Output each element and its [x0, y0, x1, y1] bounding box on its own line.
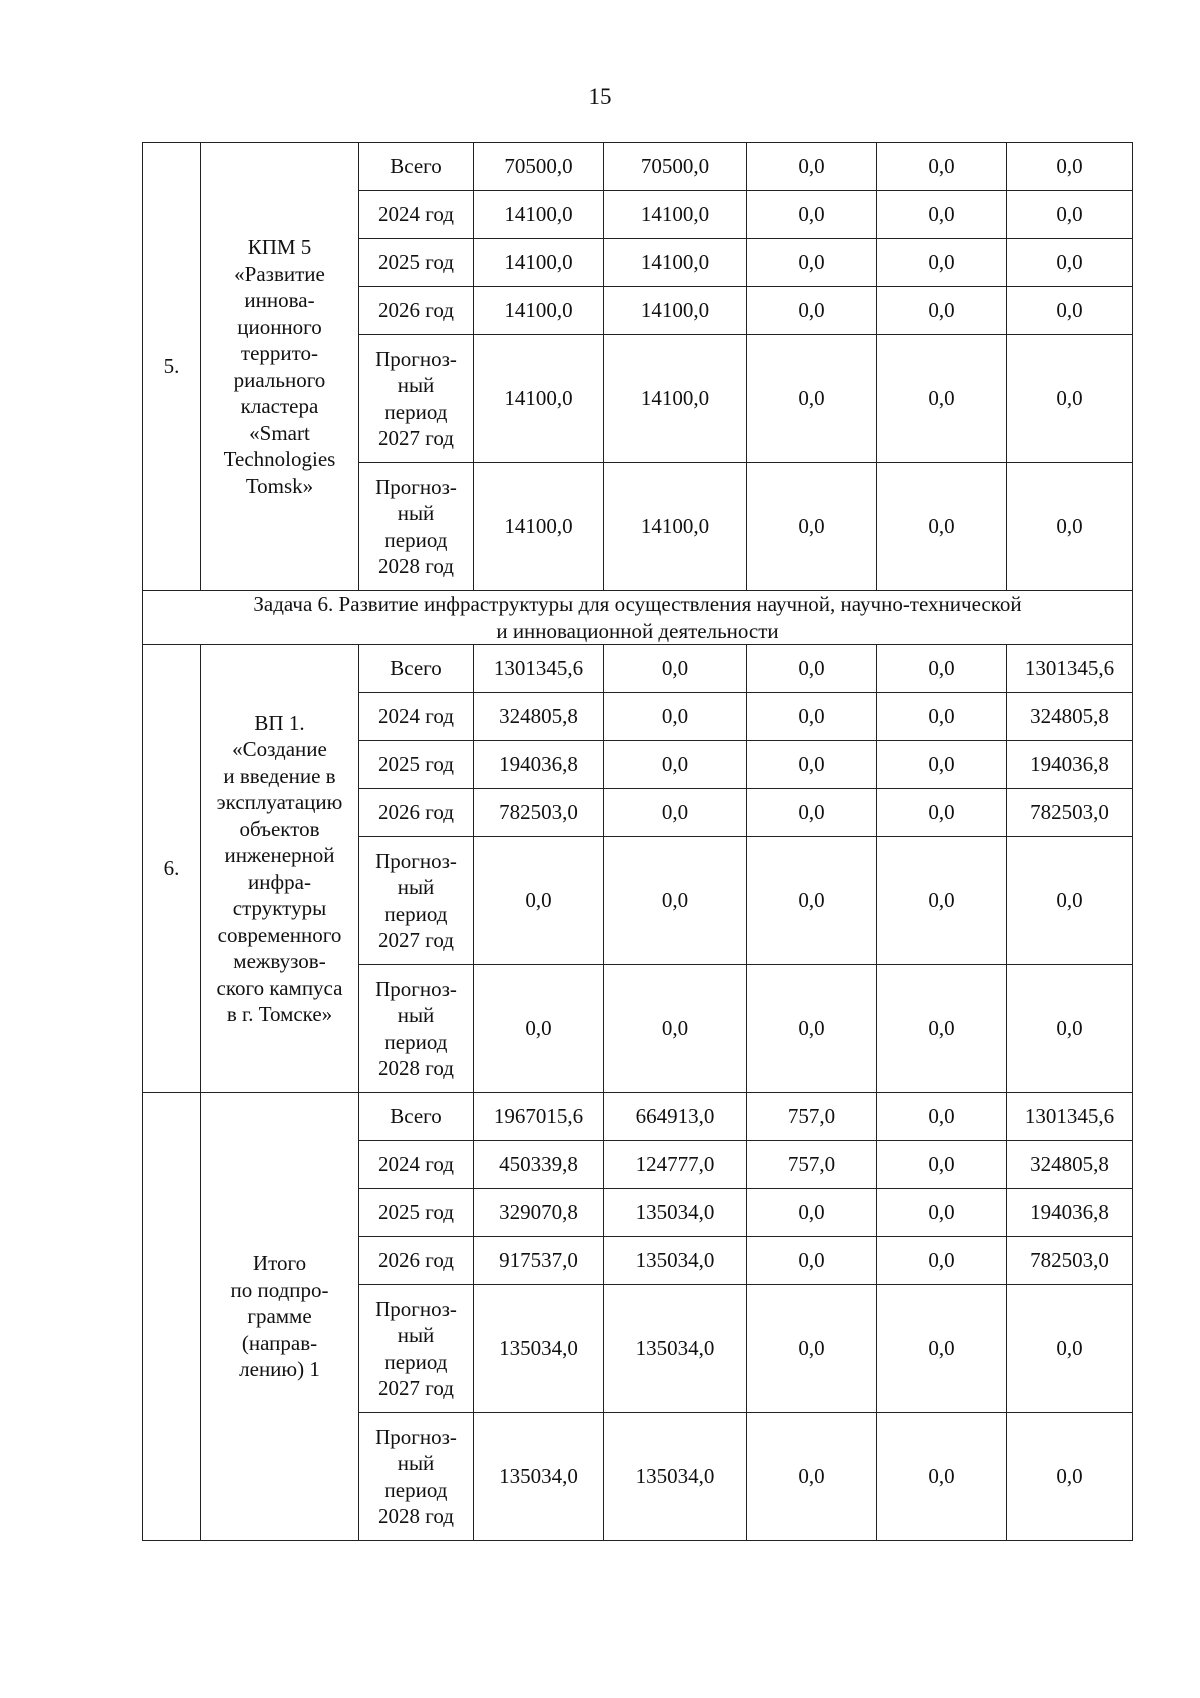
value-cell: 0,0	[877, 463, 1007, 591]
table-row	[143, 1093, 1133, 1141]
value-cell: 135034,0	[474, 1413, 604, 1541]
measure-name-line: Technologies	[223, 447, 336, 471]
value-cell: 14100,0	[474, 287, 604, 335]
period-cell	[359, 191, 474, 239]
period-line: Прогноз-	[375, 976, 457, 1001]
period-line: период	[384, 399, 448, 424]
measure-name-line: ского кампуса	[216, 975, 343, 1000]
period-cell	[359, 335, 474, 463]
budget-table	[142, 142, 1133, 1541]
period-cell	[359, 965, 474, 1093]
value-cell: 0,0	[747, 463, 877, 591]
value-cell: 0,0	[877, 1141, 1007, 1189]
value-cell: 0,0	[1007, 463, 1133, 591]
measure-name-line: риального	[233, 367, 326, 392]
value-cell: 135034,0	[604, 1237, 747, 1285]
period-cell	[359, 1285, 474, 1413]
value-cell: 917537,0	[474, 1237, 604, 1285]
period-line: 2027 год	[378, 928, 454, 952]
task-row	[143, 591, 1133, 645]
table-row	[143, 645, 1133, 693]
value-cell: 0,0	[747, 1237, 877, 1285]
value-cell: 0,0	[1007, 287, 1133, 335]
value-cell: 0,0	[877, 1413, 1007, 1541]
value-cell: 70500,0	[474, 143, 604, 191]
value-cell: 0,0	[1007, 191, 1133, 239]
measure-name-line: грамме	[247, 1304, 312, 1329]
value-cell: 14100,0	[604, 463, 747, 591]
period-line: 2028 год	[378, 1056, 454, 1080]
value-cell: 124777,0	[604, 1141, 747, 1189]
period-line: 2026 год	[378, 800, 454, 825]
period-line: Прогноз-	[375, 1424, 457, 1449]
period-cell	[359, 143, 474, 191]
period-cell	[359, 239, 474, 287]
period-cell	[359, 463, 474, 591]
value-cell: 14100,0	[604, 191, 747, 239]
measure-name-line: объектов	[239, 816, 320, 841]
measure-name-line: Tomsk»	[245, 473, 314, 498]
value-cell: 0,0	[474, 965, 604, 1093]
value-cell: 0,0	[747, 965, 877, 1093]
table-row	[143, 143, 1133, 191]
value-cell: 14100,0	[474, 463, 604, 591]
measure-name-line: кластера	[240, 394, 319, 418]
measure-name-line: Итого	[252, 1251, 307, 1276]
value-cell: 664913,0	[604, 1093, 747, 1141]
value-cell: 135034,0	[604, 1413, 747, 1541]
period-cell	[359, 789, 474, 837]
period-line: период	[384, 1029, 448, 1054]
value-cell: 0,0	[877, 1285, 1007, 1413]
value-cell: 0,0	[877, 837, 1007, 965]
period-line: Прогноз-	[375, 346, 457, 371]
value-cell: 0,0	[747, 837, 877, 965]
value-cell: 0,0	[877, 789, 1007, 837]
period-line: ный	[397, 1451, 435, 1475]
period-line: Всего	[390, 154, 442, 179]
period-cell	[359, 1141, 474, 1189]
period-line: ный	[397, 1003, 435, 1027]
measure-name-line: структуры	[232, 896, 327, 920]
period-line: ный	[397, 373, 435, 397]
measure-name-line: лению) 1	[239, 1357, 320, 1382]
task-heading	[143, 591, 1133, 645]
value-cell: 0,0	[747, 287, 877, 335]
value-cell: 0,0	[604, 645, 747, 693]
period-cell	[359, 1237, 474, 1285]
period-line: 2028 год	[378, 554, 454, 578]
value-cell: 0,0	[877, 1093, 1007, 1141]
value-cell: 1301345,6	[1007, 1093, 1133, 1141]
value-cell: 0,0	[604, 837, 747, 965]
period-cell	[359, 1189, 474, 1237]
value-cell: 0,0	[877, 143, 1007, 191]
value-cell: 450339,8	[474, 1141, 604, 1189]
value-cell: 324805,8	[1007, 1141, 1133, 1189]
value-cell: 329070,8	[474, 1189, 604, 1237]
period-line: 2026 год	[378, 1248, 454, 1273]
period-line: период	[384, 527, 448, 552]
period-cell	[359, 645, 474, 693]
value-cell: 0,0	[1007, 965, 1133, 1093]
value-cell: 1967015,6	[474, 1093, 604, 1141]
period-cell	[359, 837, 474, 965]
period-line: Всего	[390, 656, 442, 681]
period-line: ный	[397, 1323, 435, 1347]
value-cell: 135034,0	[474, 1285, 604, 1413]
measure-name-line: современного	[217, 922, 342, 947]
value-cell: 194036,8	[474, 741, 604, 789]
value-cell: 0,0	[877, 965, 1007, 1093]
period-line: 2025 год	[378, 1200, 454, 1225]
value-cell: 0,0	[877, 239, 1007, 287]
period-line: 2025 год	[378, 752, 454, 777]
period-cell	[359, 287, 474, 335]
value-cell: 0,0	[747, 1189, 877, 1237]
value-cell: 1301345,6	[1007, 645, 1133, 693]
value-cell: 0,0	[877, 191, 1007, 239]
value-cell: 14100,0	[474, 191, 604, 239]
value-cell: 0,0	[877, 645, 1007, 693]
period-line: 2026 год	[378, 298, 454, 323]
period-line: ный	[397, 501, 435, 525]
row-index	[143, 1093, 201, 1541]
period-line: Всего	[390, 1104, 442, 1129]
value-cell: 782503,0	[1007, 789, 1133, 837]
period-line: Прогноз-	[375, 848, 457, 873]
measure-name-line: иннова-	[244, 288, 315, 312]
period-cell	[359, 1093, 474, 1141]
period-line: 2027 год	[378, 1376, 454, 1400]
period-line: 2024 год	[378, 704, 454, 729]
period-line: 2027 год	[378, 426, 454, 450]
value-cell: 14100,0	[604, 287, 747, 335]
value-cell: 324805,8	[1007, 693, 1133, 741]
value-cell: 0,0	[604, 965, 747, 1093]
value-cell: 757,0	[747, 1093, 877, 1141]
value-cell: 0,0	[877, 1237, 1007, 1285]
value-cell: 0,0	[1007, 837, 1133, 965]
period-line: 2028 год	[378, 1504, 454, 1528]
period-line: ный	[397, 875, 435, 899]
value-cell: 70500,0	[604, 143, 747, 191]
measure-name-line: (направ-	[241, 1330, 318, 1355]
value-cell: 0,0	[877, 741, 1007, 789]
value-cell: 0,0	[877, 335, 1007, 463]
measure-name-line: эксплуатацию	[216, 790, 343, 814]
measure-name-line: «Развитие	[234, 261, 325, 286]
value-cell: 0,0	[877, 1189, 1007, 1237]
value-cell: 0,0	[747, 789, 877, 837]
value-cell: 0,0	[877, 287, 1007, 335]
value-cell: 0,0	[1007, 143, 1133, 191]
value-cell: 14100,0	[474, 239, 604, 287]
value-cell: 14100,0	[604, 239, 747, 287]
measure-name	[201, 645, 359, 1093]
value-cell: 0,0	[747, 191, 877, 239]
period-line: 2024 год	[378, 202, 454, 227]
value-cell: 14100,0	[474, 335, 604, 463]
period-line: Прогноз-	[375, 1296, 457, 1321]
measure-name-line: межвузов-	[233, 949, 326, 973]
measure-name-line: террито-	[240, 341, 319, 365]
value-cell: 0,0	[747, 645, 877, 693]
budget-table-body	[143, 143, 1133, 1541]
value-cell: 0,0	[747, 335, 877, 463]
measure-name-line: «Создание	[232, 737, 327, 761]
value-cell: 0,0	[747, 239, 877, 287]
value-cell: 0,0	[604, 693, 747, 741]
measure-name-line: инфра-	[248, 869, 311, 894]
period-cell	[359, 741, 474, 789]
value-cell: 757,0	[747, 1141, 877, 1189]
task-heading-line: Задача 6. Развитие инфраструктуры для осуществления научной, научно-технической	[253, 592, 1022, 616]
value-cell: 0,0	[604, 789, 747, 837]
value-cell: 135034,0	[604, 1285, 747, 1413]
page-number: 15	[588, 84, 612, 109]
value-cell: 782503,0	[1007, 1237, 1133, 1285]
task-heading-line: и инновационной деятельности	[496, 618, 779, 643]
value-cell: 0,0	[604, 741, 747, 789]
period-line: период	[384, 901, 448, 926]
period-cell	[359, 1413, 474, 1541]
period-line: 2025 год	[378, 250, 454, 275]
value-cell: 0,0	[747, 693, 877, 741]
measure-name	[201, 143, 359, 591]
value-cell: 0,0	[1007, 239, 1133, 287]
value-cell: 324805,8	[474, 693, 604, 741]
value-cell: 0,0	[1007, 1413, 1133, 1541]
measure-name-line: по подпро-	[230, 1277, 329, 1302]
measure-name	[201, 1093, 359, 1541]
measure-name-line: ционного	[237, 314, 322, 339]
period-line: Прогноз-	[375, 474, 457, 499]
value-cell: 0,0	[747, 741, 877, 789]
period-line: период	[384, 1349, 448, 1374]
value-cell: 0,0	[747, 1285, 877, 1413]
measure-name-line: инженерной	[224, 843, 335, 867]
value-cell: 0,0	[474, 837, 604, 965]
measure-name-line: КПМ 5	[247, 235, 312, 259]
value-cell: 135034,0	[604, 1189, 747, 1237]
row-index: 5.	[143, 143, 201, 591]
period-line: 2024 год	[378, 1152, 454, 1177]
measure-name-line: в г. Томске»	[226, 1002, 333, 1026]
value-cell: 194036,8	[1007, 1189, 1133, 1237]
value-cell: 0,0	[747, 143, 877, 191]
value-cell: 194036,8	[1007, 741, 1133, 789]
value-cell: 14100,0	[604, 335, 747, 463]
period-cell	[359, 693, 474, 741]
measure-name-line: «Smart	[249, 420, 310, 445]
value-cell: 782503,0	[474, 789, 604, 837]
value-cell: 1301345,6	[474, 645, 604, 693]
value-cell: 0,0	[877, 693, 1007, 741]
row-index: 6.	[143, 645, 201, 1093]
measure-name-line: и введение в	[223, 763, 336, 788]
period-line: период	[384, 1477, 448, 1502]
value-cell: 0,0	[1007, 1285, 1133, 1413]
measure-name-line: ВП 1.	[254, 710, 305, 735]
value-cell: 0,0	[747, 1413, 877, 1541]
value-cell: 0,0	[1007, 335, 1133, 463]
